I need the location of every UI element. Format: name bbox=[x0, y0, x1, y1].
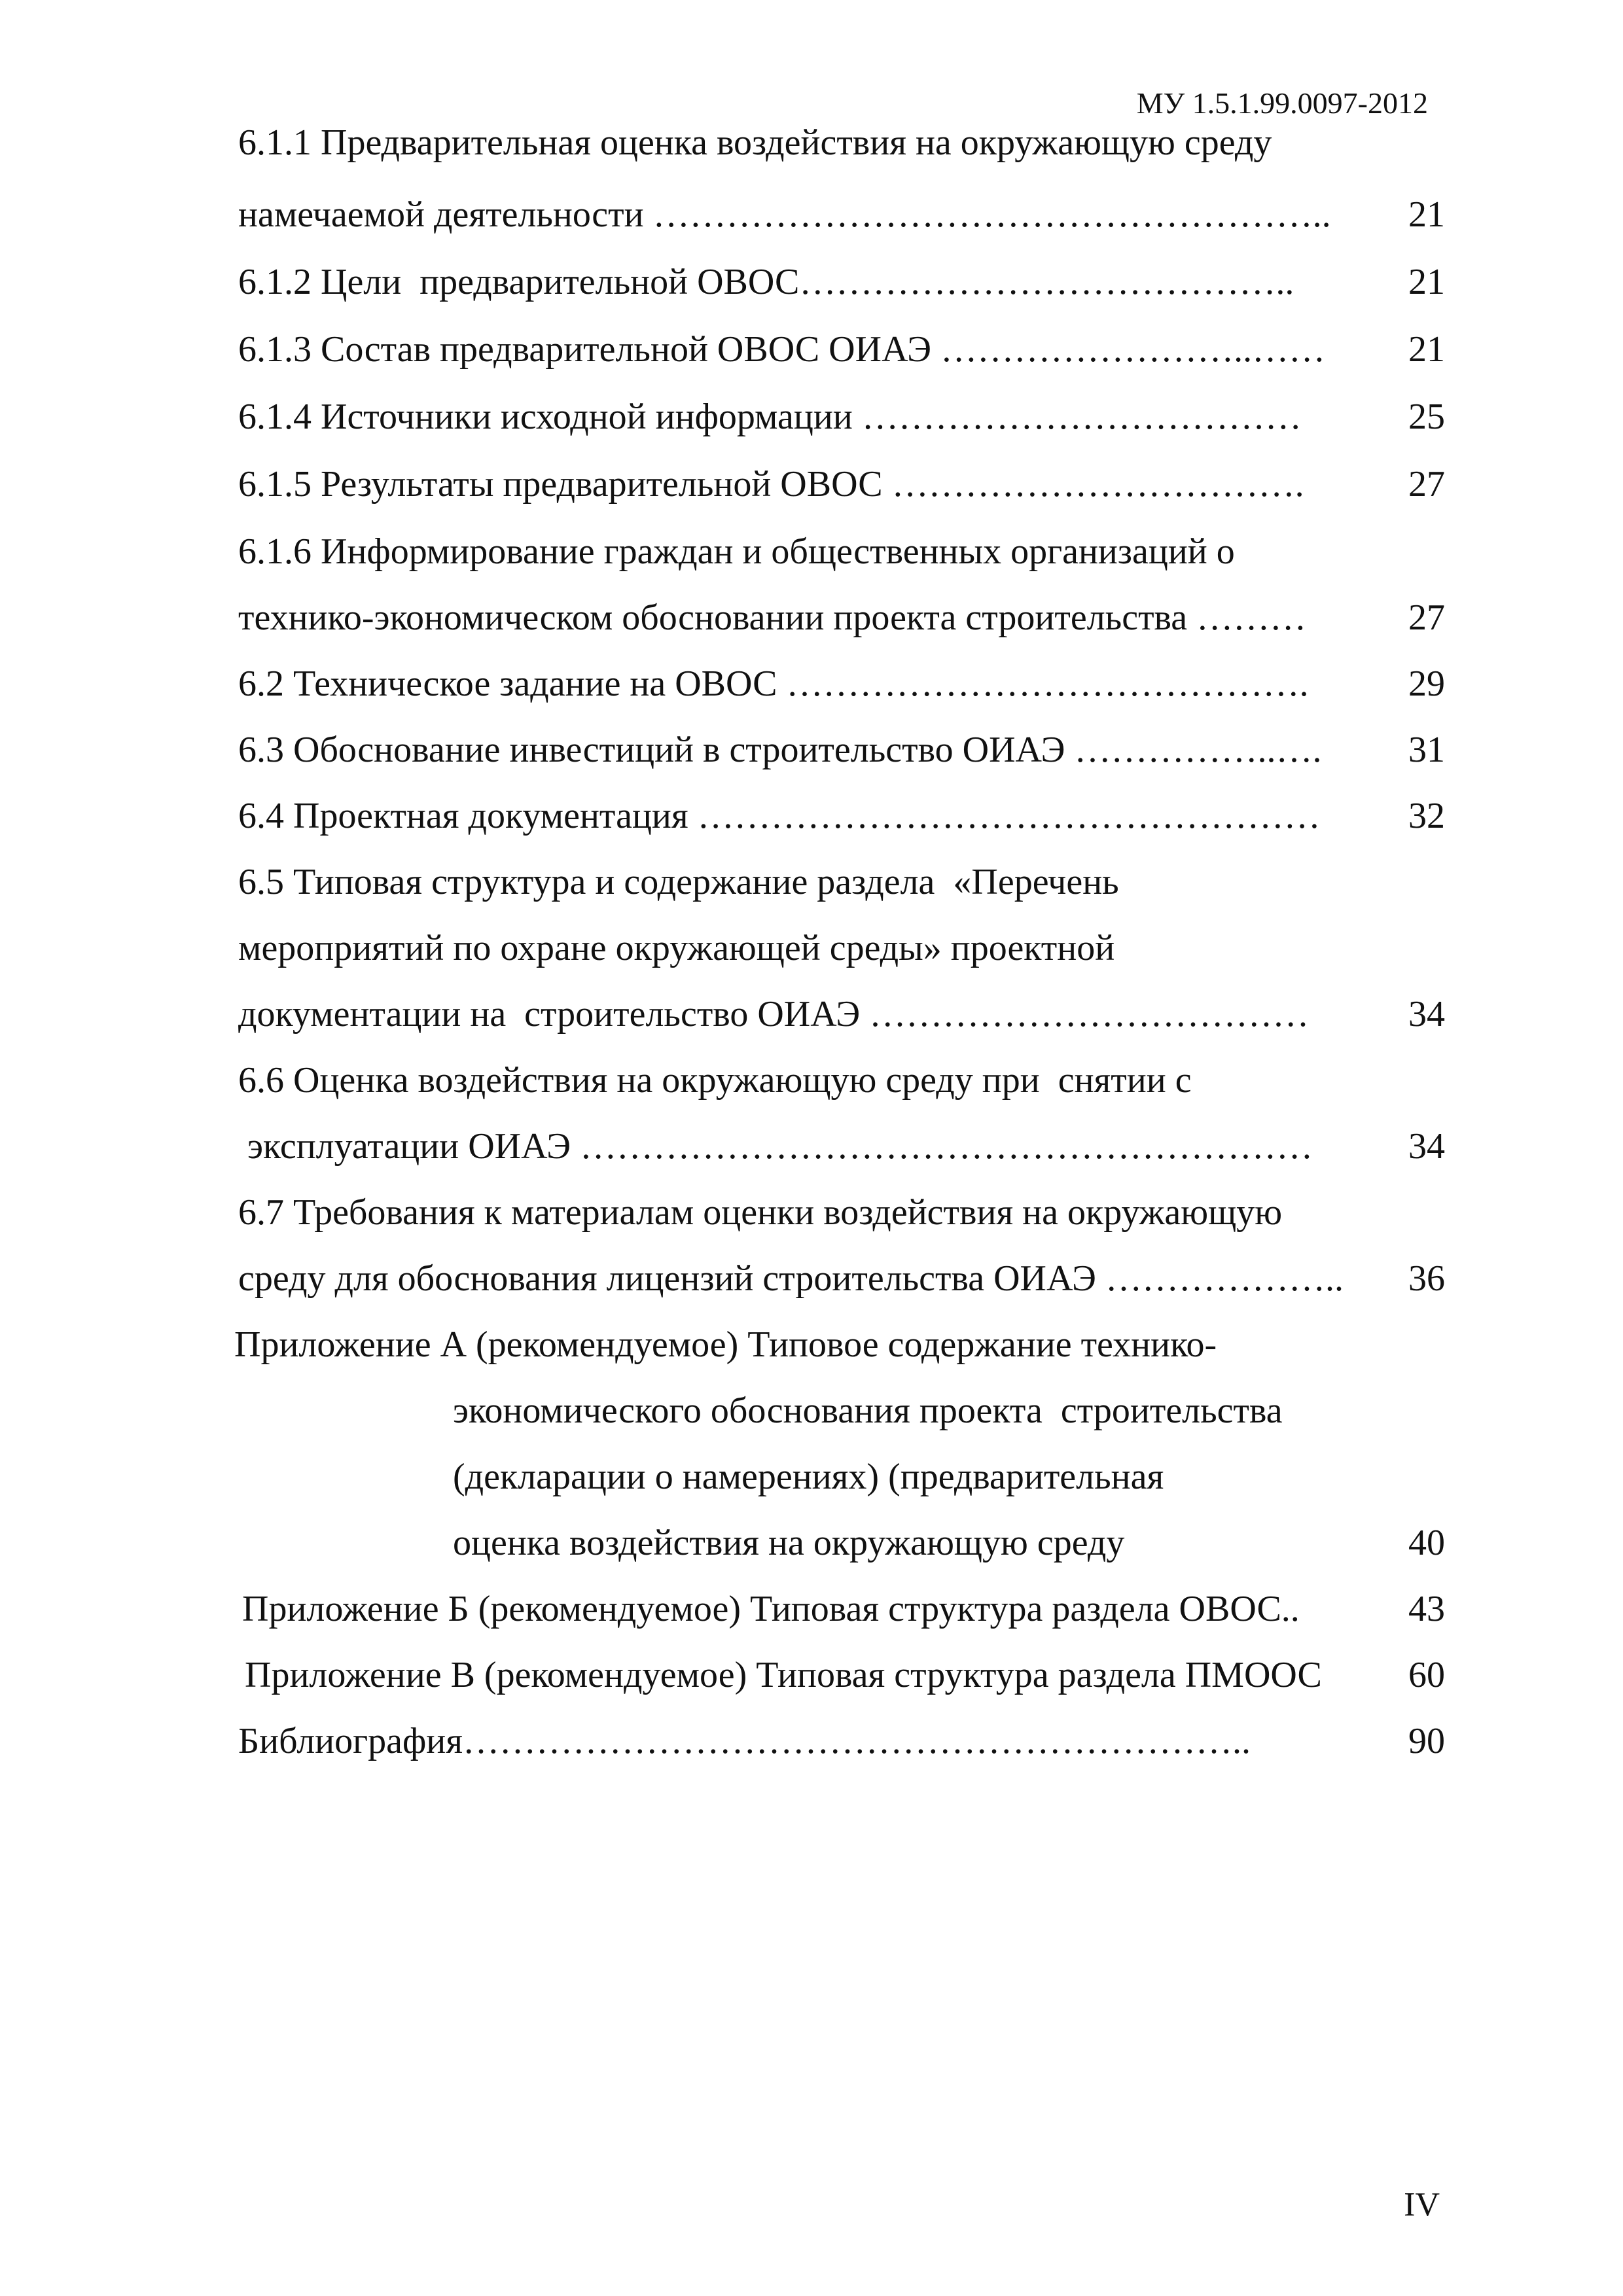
toc-entry-6-1-1-line-1: 6.1.1 Предварительная оценка воздействия на окружающую среду bbox=[238, 122, 1272, 163]
toc-page-6-1-2: 21 bbox=[1408, 262, 1445, 302]
toc-page-appendix-b: 43 bbox=[1408, 1589, 1445, 1629]
toc-page-6-3: 31 bbox=[1408, 730, 1445, 770]
toc-entry-6-5-line-2: мероприятий по охране окружающей среды» проектной bbox=[238, 928, 1115, 968]
toc-page-6-6: 34 bbox=[1408, 1126, 1445, 1167]
toc-page-6-1-3: 21 bbox=[1408, 329, 1445, 370]
toc-entry-appendix-v: Приложение В (рекомендуемое) Типовая структура раздела ПМООС bbox=[245, 1655, 1322, 1695]
toc-page-appendix-v: 60 bbox=[1408, 1655, 1445, 1695]
toc-entry-6-6-line-1: 6.6 Оценка воздействия на окружающую среду при снятии с bbox=[238, 1060, 1192, 1101]
toc-entry-6-7-line-1: 6.7 Требования к материалам оценки воздействия на окружающую bbox=[238, 1192, 1283, 1233]
toc-entry-bibliography: Библиография……………………………………………………….. bbox=[238, 1721, 1251, 1761]
toc-page-6-7: 36 bbox=[1408, 1258, 1445, 1299]
page-number-roman: IV bbox=[1404, 2186, 1440, 2223]
toc-entry-appendix-a-line-4: оценка воздействия на окружающую среду bbox=[453, 1523, 1125, 1563]
toc-entry-6-4: 6.4 Проектная документация …………………………………………… bbox=[238, 796, 1321, 836]
toc-entry-6-1-1-line-2: намечаемой деятельности ……………………………………………….. bbox=[238, 194, 1331, 235]
toc-page-6-1-5: 27 bbox=[1408, 464, 1445, 504]
toc-entry-6-5-line-3: документации на строительство ОИАЭ ……………………………… bbox=[238, 994, 1310, 1034]
toc-page-appendix-a: 40 bbox=[1408, 1523, 1445, 1563]
toc-entry-6-1-2: 6.1.2 Цели предварительной ОВОС………………………………….. bbox=[238, 262, 1294, 302]
toc-entry-6-1-6-line-2: технико-экономическом обосновании проекта строительства ……… bbox=[238, 597, 1307, 638]
toc-entry-6-7-line-2: среду для обоснования лицензий строительства ОИАЭ ……………….. bbox=[238, 1258, 1344, 1299]
toc-entry-6-6-line-2: эксплуатации ОИАЭ …………………………………………………… bbox=[238, 1126, 1313, 1167]
toc-entry-6-2: 6.2 Техническое задание на ОВОС ……………………………………. bbox=[238, 663, 1309, 704]
toc-page-bibliography: 90 bbox=[1408, 1721, 1445, 1761]
toc-entry-6-1-5: 6.1.5 Результаты предварительной ОВОС ……………………………. bbox=[238, 464, 1304, 504]
toc-entry-appendix-a-line-3: (декларации о намерениях) (предварительная bbox=[453, 1457, 1164, 1497]
toc-page-6-2: 29 bbox=[1408, 663, 1445, 704]
toc-page-6-1-1: 21 bbox=[1408, 194, 1445, 235]
toc-page-6-4: 32 bbox=[1408, 796, 1445, 836]
toc-page-6-5: 34 bbox=[1408, 994, 1445, 1034]
toc-entry-6-1-3: 6.1.3 Состав предварительной ОВОС ОИАЭ ……………………..…… bbox=[238, 329, 1326, 370]
toc-entry-appendix-a-line-2: экономического обоснования проекта строительства bbox=[453, 1390, 1283, 1431]
toc-entry-6-1-4: 6.1.4 Источники исходной информации ……………………………… bbox=[238, 397, 1302, 437]
toc-entry-appendix-a-line-1: Приложение А (рекомендуемое) Типовое содержание технико- bbox=[234, 1324, 1217, 1365]
toc-entry-appendix-b: Приложение Б (рекомендуемое) Типовая структура раздела ОВОС.. bbox=[242, 1589, 1300, 1629]
toc-entry-6-3: 6.3 Обоснование инвестиций в строительство ОИАЭ ……………..…. bbox=[238, 730, 1322, 770]
toc-page-6-1-6: 27 bbox=[1408, 597, 1445, 638]
toc-page-6-1-4: 25 bbox=[1408, 397, 1445, 437]
toc-entry-6-1-6-line-1: 6.1.6 Информирование граждан и общественных организаций о bbox=[238, 531, 1235, 572]
toc-entry-6-5-line-1: 6.5 Типовая структура и содержание раздела «Перечень bbox=[238, 862, 1119, 902]
document-code: МУ 1.5.1.99.0097-2012 bbox=[1136, 86, 1428, 120]
